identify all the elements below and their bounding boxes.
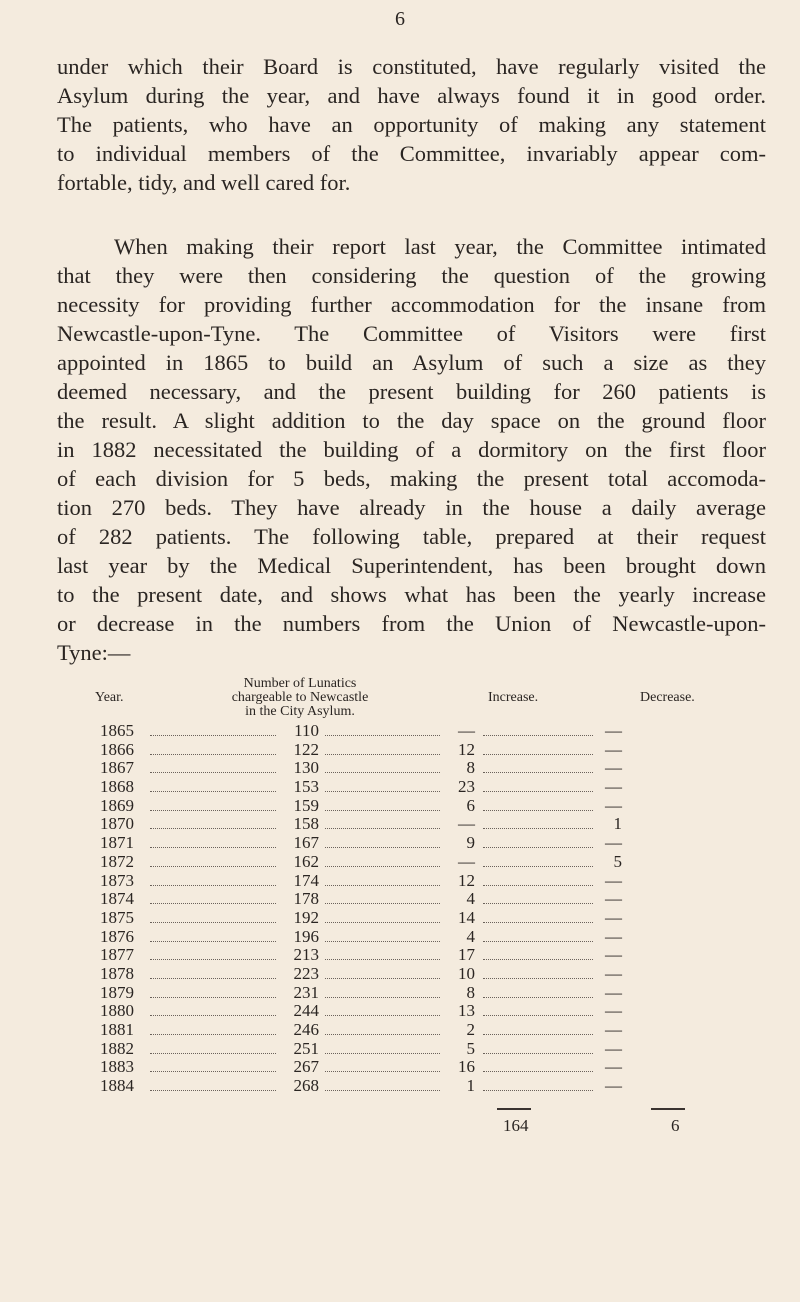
dot-leader bbox=[483, 791, 593, 792]
decrease-cell: — bbox=[605, 795, 622, 815]
table-row bbox=[100, 759, 690, 778]
total-rule-decrease bbox=[651, 1108, 685, 1110]
dot-leader bbox=[150, 959, 276, 960]
year-cell: 1877 bbox=[100, 945, 134, 965]
table-row bbox=[100, 1040, 690, 1059]
year-cell: 1867 bbox=[100, 758, 134, 778]
number-cell: 196 bbox=[293, 926, 319, 946]
number-cell: 213 bbox=[293, 945, 319, 965]
dot-leader bbox=[483, 922, 593, 923]
text-line: in 1882 necessitated the building of a dormitory on the first floor bbox=[57, 437, 766, 462]
year-cell: 1883 bbox=[100, 1057, 134, 1077]
text-line: of each division for 5 beds, making the present total accomoda- bbox=[57, 466, 766, 491]
text-line: Asylum during the year, and have always found it in good order. bbox=[57, 83, 766, 108]
decrease-cell: — bbox=[605, 982, 622, 1002]
increase-cell: 4 bbox=[466, 889, 475, 909]
paragraph-2 bbox=[57, 232, 766, 667]
total-rule-increase bbox=[497, 1108, 531, 1110]
dot-leader bbox=[483, 847, 593, 848]
text-line: The patients, who have an opportunity of making any statement bbox=[57, 112, 766, 137]
paragraph-1 bbox=[57, 52, 766, 197]
dot-leader bbox=[325, 754, 440, 755]
decrease-cell: — bbox=[605, 963, 622, 983]
dot-leader bbox=[325, 828, 440, 829]
header-decrease: Decrease. bbox=[640, 690, 695, 705]
increase-cell: 14 bbox=[458, 907, 475, 927]
header-number bbox=[200, 677, 400, 719]
text-line: appointed in 1865 to build an Asylum of such a size as they bbox=[57, 350, 766, 375]
text-line: that they were then considering the question of the growing bbox=[57, 263, 766, 288]
number-cell: 130 bbox=[293, 758, 319, 778]
header-number-line: chargeable to Newcastle bbox=[231, 690, 369, 705]
number-cell: 223 bbox=[293, 963, 319, 983]
dot-leader bbox=[150, 810, 276, 811]
table-row bbox=[100, 1077, 690, 1096]
increase-cell: — bbox=[458, 721, 475, 740]
dot-leader bbox=[483, 1015, 593, 1016]
dot-leader bbox=[150, 1053, 276, 1054]
decrease-cell: — bbox=[605, 1057, 622, 1077]
table-row bbox=[100, 909, 690, 928]
increase-cell: 12 bbox=[458, 739, 475, 759]
dot-leader bbox=[483, 828, 593, 829]
dot-leader bbox=[325, 1090, 440, 1091]
dot-leader bbox=[150, 978, 276, 979]
dot-leader bbox=[150, 903, 276, 904]
table-row bbox=[100, 946, 690, 965]
number-cell: 153 bbox=[293, 777, 319, 797]
dot-leader bbox=[150, 1034, 276, 1035]
decrease-cell: — bbox=[605, 926, 622, 946]
decrease-cell: — bbox=[605, 870, 622, 890]
dot-leader bbox=[483, 754, 593, 755]
dot-leader bbox=[150, 922, 276, 923]
text-line: the result. A slight addition to the day space on the ground floor bbox=[57, 408, 766, 433]
dot-leader bbox=[483, 959, 593, 960]
number-cell: 251 bbox=[293, 1038, 319, 1058]
decrease-cell: — bbox=[605, 1038, 622, 1058]
dot-leader bbox=[483, 885, 593, 886]
header-increase: Increase. bbox=[488, 690, 539, 705]
dot-leader bbox=[150, 997, 276, 998]
table-row bbox=[100, 853, 690, 872]
dot-leader bbox=[325, 810, 440, 811]
dot-leader bbox=[150, 885, 276, 886]
decrease-cell: — bbox=[605, 758, 622, 778]
decrease-cell: — bbox=[605, 721, 622, 740]
dot-leader bbox=[483, 1090, 593, 1091]
decrease-cell: — bbox=[605, 1076, 622, 1096]
total-decrease: 6 bbox=[671, 1116, 680, 1135]
dot-leader bbox=[150, 866, 276, 867]
year-cell: 1866 bbox=[100, 739, 134, 759]
text-line: fortable, tidy, and well cared for. bbox=[57, 170, 351, 195]
dot-leader bbox=[325, 847, 440, 848]
year-cell: 1871 bbox=[100, 833, 134, 853]
decrease-cell: — bbox=[605, 889, 622, 909]
header-number-line: in the City Asylum. bbox=[245, 704, 355, 719]
year-cell: 1880 bbox=[100, 1001, 134, 1021]
year-cell: 1881 bbox=[100, 1020, 134, 1039]
decrease-cell: — bbox=[605, 1020, 622, 1039]
increase-cell: 1 bbox=[466, 1076, 475, 1096]
year-cell: 1869 bbox=[100, 795, 134, 815]
decrease-cell: 5 bbox=[613, 851, 622, 871]
dot-leader bbox=[483, 903, 593, 904]
dot-leader bbox=[483, 810, 593, 811]
dot-leader bbox=[325, 959, 440, 960]
header-number-line: Number of Lunatics bbox=[243, 676, 357, 691]
increase-cell: 4 bbox=[466, 926, 475, 946]
dot-leader bbox=[483, 941, 593, 942]
dot-leader bbox=[483, 772, 593, 773]
table-row bbox=[100, 778, 690, 797]
dot-leader bbox=[483, 1053, 593, 1054]
decrease-cell: — bbox=[605, 945, 622, 965]
dot-leader bbox=[483, 1071, 593, 1072]
table-row bbox=[100, 928, 690, 947]
table-row bbox=[100, 815, 690, 834]
increase-cell: 5 bbox=[466, 1038, 475, 1058]
number-cell: 267 bbox=[293, 1057, 319, 1077]
number-cell: 159 bbox=[293, 795, 319, 815]
table-row bbox=[100, 872, 690, 891]
year-cell: 1882 bbox=[100, 1038, 134, 1058]
dot-leader bbox=[325, 1034, 440, 1035]
text-line: Newcastle-upon-Tyne. The Committee of Visitors were first bbox=[57, 321, 766, 346]
increase-cell: — bbox=[458, 814, 475, 834]
lunatics-table bbox=[100, 722, 690, 1096]
year-cell: 1870 bbox=[100, 814, 134, 834]
dot-leader bbox=[483, 1034, 593, 1035]
total-increase: 164 bbox=[503, 1116, 529, 1135]
dot-leader bbox=[325, 1015, 440, 1016]
year-cell: 1872 bbox=[100, 851, 134, 871]
dot-leader bbox=[325, 885, 440, 886]
year-cell: 1876 bbox=[100, 926, 134, 946]
increase-cell: 8 bbox=[466, 982, 475, 1002]
increase-cell: 12 bbox=[458, 870, 475, 890]
increase-cell: 13 bbox=[458, 1001, 475, 1021]
text-line: or decrease in the numbers from the Union of Newcastle-upon- bbox=[57, 611, 766, 636]
text-line: Tyne:— bbox=[57, 640, 131, 665]
table-row bbox=[100, 834, 690, 853]
text-line: When making their report last year, the Committee intimated bbox=[114, 234, 766, 259]
increase-cell: 17 bbox=[458, 945, 475, 965]
number-cell: 122 bbox=[293, 739, 319, 759]
page-number: 6 bbox=[395, 8, 405, 30]
table-row bbox=[100, 741, 690, 760]
year-cell: 1873 bbox=[100, 870, 134, 890]
table-row bbox=[100, 890, 690, 909]
text-line: tion 270 beds. They have already in the house a daily average bbox=[57, 495, 766, 520]
dot-leader bbox=[325, 978, 440, 979]
increase-cell: 10 bbox=[458, 963, 475, 983]
dot-leader bbox=[150, 1015, 276, 1016]
table-row bbox=[100, 1021, 690, 1040]
increase-cell: 2 bbox=[466, 1020, 475, 1039]
dot-leader bbox=[325, 922, 440, 923]
decrease-cell: 1 bbox=[613, 814, 622, 834]
text-line: necessity for providing further accommodation for the insane from bbox=[57, 292, 766, 317]
text-line: under which their Board is constituted, have regularly visited the bbox=[57, 54, 766, 79]
text-line: deemed necessary, and the present building for 260 patients is bbox=[57, 379, 766, 404]
table-row bbox=[100, 965, 690, 984]
dot-leader bbox=[483, 997, 593, 998]
dot-leader bbox=[150, 1071, 276, 1072]
text-line: last year by the Medical Superintendent, has been brought down bbox=[57, 553, 766, 578]
number-cell: 246 bbox=[293, 1020, 319, 1039]
table-row bbox=[100, 1058, 690, 1077]
number-cell: 178 bbox=[293, 889, 319, 909]
dot-leader bbox=[325, 772, 440, 773]
year-cell: 1878 bbox=[100, 963, 134, 983]
number-cell: 268 bbox=[293, 1076, 319, 1096]
text-line: to individual members of the Committee, invariably appear com- bbox=[57, 141, 766, 166]
year-cell: 1874 bbox=[100, 889, 134, 909]
number-cell: 244 bbox=[293, 1001, 319, 1021]
dot-leader bbox=[150, 735, 276, 736]
dot-leader bbox=[483, 866, 593, 867]
dot-leader bbox=[325, 1053, 440, 1054]
increase-cell: 9 bbox=[466, 833, 475, 853]
text-line: to the present date, and shows what has been the yearly increase bbox=[57, 582, 766, 607]
decrease-cell: — bbox=[605, 739, 622, 759]
dot-leader bbox=[150, 941, 276, 942]
increase-cell: 16 bbox=[458, 1057, 475, 1077]
table-row bbox=[100, 797, 690, 816]
decrease-cell: — bbox=[605, 777, 622, 797]
number-cell: 174 bbox=[293, 870, 319, 890]
increase-cell: 23 bbox=[458, 777, 475, 797]
dot-leader bbox=[325, 791, 440, 792]
header-year: Year. bbox=[95, 690, 124, 705]
year-cell: 1868 bbox=[100, 777, 134, 797]
decrease-cell: — bbox=[605, 1001, 622, 1021]
decrease-cell: — bbox=[605, 833, 622, 853]
year-cell: 1884 bbox=[100, 1076, 134, 1096]
dot-leader bbox=[150, 791, 276, 792]
dot-leader bbox=[150, 1090, 276, 1091]
number-cell: 158 bbox=[293, 814, 319, 834]
table-row bbox=[100, 722, 690, 741]
dot-leader bbox=[325, 903, 440, 904]
text-line: of 282 patients. The following table, prepared at their request bbox=[57, 524, 766, 549]
year-cell: 1865 bbox=[100, 721, 134, 740]
dot-leader bbox=[150, 828, 276, 829]
dot-leader bbox=[325, 1071, 440, 1072]
dot-leader bbox=[325, 866, 440, 867]
year-cell: 1875 bbox=[100, 907, 134, 927]
dot-leader bbox=[483, 978, 593, 979]
year-cell: 1879 bbox=[100, 982, 134, 1002]
dot-leader bbox=[325, 997, 440, 998]
dot-leader bbox=[150, 772, 276, 773]
dot-leader bbox=[150, 847, 276, 848]
increase-cell: — bbox=[458, 851, 475, 871]
dot-leader bbox=[325, 941, 440, 942]
number-cell: 167 bbox=[293, 833, 319, 853]
decrease-cell: — bbox=[605, 907, 622, 927]
increase-cell: 6 bbox=[466, 795, 475, 815]
table-row bbox=[100, 984, 690, 1003]
number-cell: 231 bbox=[293, 982, 319, 1002]
dot-leader bbox=[483, 735, 593, 736]
number-cell: 110 bbox=[294, 721, 319, 740]
dot-leader bbox=[150, 754, 276, 755]
dot-leader bbox=[325, 735, 440, 736]
number-cell: 192 bbox=[293, 907, 319, 927]
increase-cell: 8 bbox=[466, 758, 475, 778]
table-row bbox=[100, 1002, 690, 1021]
number-cell: 162 bbox=[293, 851, 319, 871]
